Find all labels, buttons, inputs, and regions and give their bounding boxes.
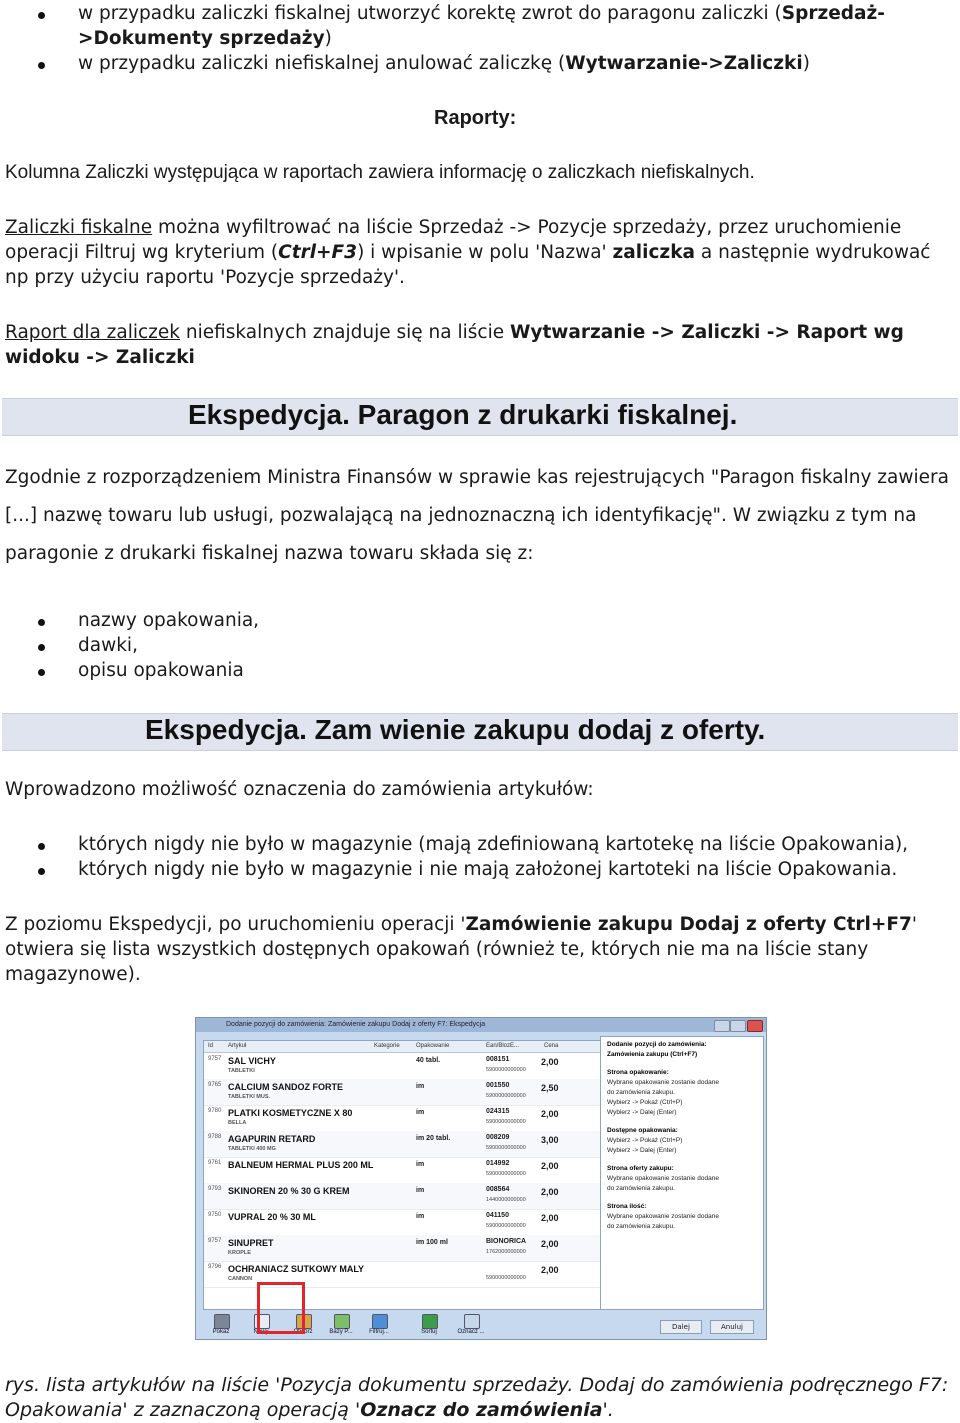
bullet-dot — [38, 843, 45, 850]
section1-line1: Zgodnie z rozporządzeniem Ministra Finansów w sprawie kas rejestrujących "Paragon fiskalny zawiera — [5, 467, 949, 488]
toolbar-label: Filtruj... — [369, 1329, 389, 1335]
cell-sub: TABLETKI 400 MG — [228, 1146, 276, 1152]
cell-name: SINUPRET — [228, 1238, 274, 1248]
section1-line3: paragonie z drukarki fiskalnej nazwa towaru składa się z: — [5, 543, 534, 564]
cell-qty: im — [416, 1161, 425, 1168]
panel-text: Wybierz -> Dalej (Enter) — [607, 1109, 677, 1116]
cell-sub: TABLETKI — [228, 1068, 255, 1074]
panel-text: Strona opakowanie: — [607, 1069, 669, 1076]
grid-header — [204, 1041, 602, 1053]
cell-price: 2,00 — [541, 1265, 559, 1275]
bullet-item-1-cont: >Dokumenty sprzedaży) — [78, 28, 332, 49]
maximize-icon[interactable] — [730, 1020, 746, 1032]
reports-p3-line1: Raport dla zaliczek niefiskalnych znajduje się na liście Wytwarzanie -> Zaliczki -> Raport wg — [5, 322, 904, 343]
cell-name: SKINOREN 20 % 30 G KREM — [228, 1186, 350, 1196]
section-title-zamowienie: Ekspedycja. Zam wienie zakupu dodaj z oferty. — [145, 714, 766, 745]
cell-code: 001550 — [486, 1082, 510, 1089]
section-title-paragon: Ekspedycja. Paragon z drukarki fiskalnej. — [188, 399, 738, 430]
cell-name: SAL VICHY — [228, 1056, 276, 1066]
panel-text: Wybierz -> Dalej (Enter) — [607, 1147, 677, 1154]
panel-text: do zamówienia zakupu. — [607, 1223, 675, 1230]
oznacz-highlight — [257, 1282, 305, 1334]
cell-code2: 1762000000000 — [486, 1249, 526, 1255]
panel-text: do zamówienia zakupu. — [607, 1185, 675, 1192]
cell-sub: KROPLE — [228, 1250, 251, 1256]
bullet-dot — [38, 644, 45, 651]
cell-id: 9761 — [208, 1160, 222, 1166]
close-icon[interactable] — [747, 1020, 763, 1032]
minimize-icon[interactable] — [714, 1020, 730, 1032]
cell-code: 014992 — [486, 1160, 510, 1167]
link-raport-dla-zaliczek[interactable]: Raport dla zaliczek — [5, 322, 180, 343]
bullet-dot — [38, 868, 45, 875]
cell-sub: TABLETKI MUS. — [228, 1094, 271, 1100]
cell-code: 008209 — [486, 1134, 510, 1141]
col-header[interactable]: Id — [208, 1043, 214, 1049]
cell-name: AGAPURIN RETARD — [228, 1134, 316, 1144]
cell-name: PLATKI KOSMETYCZNE X 80 — [228, 1108, 353, 1118]
caption-line1: rys. lista artykułów na liście 'Pozycja dokumentu sprzedaży. Dodaj do zamówienia podręcznego F7: — [5, 1374, 949, 1396]
panel-text: Strona oferty zakupu: — [607, 1165, 674, 1172]
cell-code2: 5900000000000 — [486, 1171, 526, 1177]
panel-text: Zamówienia zakupu (Ctrl+F7) — [607, 1051, 698, 1058]
cell-qty: im 20 tabl. — [416, 1135, 451, 1142]
cell-id: 9780 — [208, 1108, 222, 1114]
cell-sub: BELLA — [228, 1120, 247, 1126]
cell-name: OCHRANIACZ SUTKOWY MALY — [228, 1264, 365, 1274]
cell-id: 9757 — [208, 1238, 222, 1244]
toolbar-label: Bazy P... — [329, 1329, 353, 1335]
panel-text: Wybrane opakowanie zostanie dodane — [607, 1213, 719, 1220]
cell-qty: im — [416, 1187, 425, 1194]
bullet-dot — [38, 669, 45, 676]
cell-id: 9788 — [208, 1134, 222, 1140]
toolbar-button[interactable] — [415, 1312, 443, 1338]
list-item: opisu opakowania — [78, 660, 244, 681]
cell-price: 2,00 — [541, 1213, 559, 1223]
cell-qty: im 100 ml — [416, 1239, 448, 1246]
caption-line2: Opakowania' z zaznaczoną operacją 'Oznacz do zamówienia'. — [5, 1399, 614, 1421]
cell-code: 024315 — [486, 1108, 510, 1115]
table-row[interactable] — [204, 1079, 602, 1106]
cell-code2: 1440000000000 — [486, 1197, 526, 1203]
cell-sub: CANNON — [228, 1276, 253, 1282]
toolbar-icon — [422, 1314, 438, 1329]
cell-code: BIONORICA — [486, 1238, 527, 1245]
next-button[interactable]: Dalej — [660, 1320, 702, 1334]
panel-text: Wybrane opakowanie zostanie dodane — [607, 1175, 719, 1182]
toolbar-label: Otwórz — [293, 1329, 313, 1335]
table-row[interactable] — [204, 1105, 602, 1132]
table-row[interactable] — [204, 1131, 602, 1158]
reports-p2-line2: operacji Filtruj wg kryterium (Ctrl+F3) i wpisanie w polu 'Nazwa' zaliczka a następnie wydrukować — [5, 242, 931, 263]
toolbar-button[interactable] — [207, 1312, 235, 1338]
reports-p2-line1: Zaliczki fiskalne można wyfiltrować na liście Sprzedaż -> Pozycje sprzedaży, przez uruchomienie — [5, 217, 902, 238]
cell-code2: 5900000000000 — [486, 1275, 526, 1281]
table-row[interactable] — [204, 1209, 602, 1236]
cell-id: 9750 — [208, 1212, 222, 1218]
panel-text: Strona ilość: — [607, 1203, 647, 1210]
bullet-item-1: w przypadku zaliczki fiskalnej utworzyć korektę zwrot do paragonu zaliczki (Sprzedaż- — [78, 3, 885, 24]
col-header[interactable]: Artykuł — [228, 1043, 247, 1049]
cell-qty: im — [416, 1083, 425, 1090]
section2-p-line3: magazynowe). — [5, 964, 141, 985]
table-row[interactable] — [204, 1235, 602, 1262]
panel-text: Wybierz -> Pokaż (Ctrl+P) — [607, 1099, 683, 1106]
list-item: nazwy opakowania, — [78, 610, 260, 631]
cell-code2: 5900000000000 — [486, 1223, 526, 1229]
toolbar-button[interactable] — [365, 1312, 393, 1338]
toolbar-label: Oznacz ... — [457, 1329, 485, 1335]
toolbar-label: Nowy — [253, 1329, 269, 1335]
reports-p1: Kolumna Zaliczki występująca w raportach zawiera informację o zaliczkach niefiskalnych. — [5, 162, 755, 183]
cell-id: 9765 — [208, 1082, 222, 1088]
table-row[interactable] — [204, 1053, 602, 1080]
toolbar-button[interactable] — [457, 1312, 485, 1338]
link-zaliczki-fiskalne[interactable]: Zaliczki fiskalne — [5, 217, 153, 238]
reports-p2-line3: np przy użyciu raportu 'Pozycje sprzedaży'. — [5, 267, 405, 288]
bullet-dot — [38, 62, 45, 69]
cell-price: 2,00 — [541, 1057, 559, 1067]
toolbar-label: Sortuj — [421, 1329, 437, 1335]
toolbar-button[interactable] — [327, 1312, 355, 1338]
help-side-panel — [600, 1036, 764, 1310]
cell-price: 2,00 — [541, 1239, 559, 1249]
panel-text: Dostępne opakowania: — [607, 1127, 678, 1134]
panel-text: Dodanie pozycji do zamówienia: — [607, 1041, 707, 1048]
bottom-toolbar — [203, 1312, 503, 1338]
cell-price: 3,00 — [541, 1135, 559, 1145]
cell-code2: 5900000000000 — [486, 1119, 526, 1125]
reports-p3-line2: widoku -> Zaliczki — [5, 347, 195, 368]
cell-qty: 40 tabl. — [416, 1057, 441, 1064]
cell-qty: im — [416, 1213, 425, 1220]
col-header[interactable]: Ean/BlozE... — [486, 1043, 520, 1049]
reports-heading: Raporty: — [434, 107, 517, 129]
section1-line2: [...] nazwę towaru lub usługi, pozwalającą na jednoznaczną ich identyfikację". W związku z tym na — [5, 505, 917, 526]
cell-id: 9796 — [208, 1264, 222, 1270]
articles-grid — [203, 1040, 603, 1310]
cell-code2: 5900000000000 — [486, 1093, 526, 1099]
toolbar-icon — [464, 1314, 480, 1329]
list-item: których nigdy nie było w magazynie i nie mają założonej kartoteki na liście Opakowania. — [78, 859, 898, 880]
toolbar-icon — [214, 1314, 230, 1329]
list-item: których nigdy nie było w magazynie (mają zdefiniowaną kartotekę na liście Opakowania), — [78, 834, 909, 855]
list-item: dawki, — [78, 635, 138, 656]
col-header[interactable]: Cena — [544, 1043, 559, 1049]
bullet-dot — [38, 619, 45, 626]
col-header[interactable]: Opakowanie — [416, 1043, 450, 1049]
cell-id: 9793 — [208, 1186, 222, 1192]
cell-code: 041150 — [486, 1212, 509, 1219]
toolbar-icon — [372, 1314, 388, 1329]
cell-name: BALNEUM HERMAL PLUS 200 ML — [228, 1160, 374, 1170]
cancel-button[interactable]: Anuluj — [710, 1320, 754, 1334]
cell-code2: 5900000000000 — [486, 1145, 526, 1151]
panel-text: do zamówienia zakupu. — [607, 1089, 675, 1096]
cell-price: 2,00 — [541, 1187, 559, 1197]
cell-price: 2,00 — [541, 1161, 559, 1171]
cell-code: 008564 — [486, 1186, 510, 1193]
cell-qty: im — [416, 1109, 425, 1116]
toolbar-label: Pokaż — [212, 1329, 230, 1335]
cell-price: 2,00 — [541, 1109, 559, 1119]
toolbar-icon — [334, 1314, 350, 1329]
col-header[interactable]: Kategorie — [374, 1043, 400, 1049]
section2-p-line2: otwiera się lista wszystkich dostępnych opakowań (również te, których nie ma na liście stany — [5, 939, 869, 960]
cell-code: 008151 — [486, 1056, 510, 1063]
window-title: Dodanie pozycji do zamówienia: Zamówienie zakupu Dodaj z oferty F7: Ekspedycja — [196, 1018, 766, 1032]
panel-text: Wybierz -> Pokaż (Ctrl+P) — [607, 1137, 683, 1144]
cell-name: VUPRAL 20 % 30 ML — [228, 1212, 316, 1222]
table-row[interactable] — [204, 1183, 602, 1210]
section2-intro: Wprowadzono możliwość oznaczenia do zamówienia artykułów: — [5, 779, 594, 800]
bullet-item-2: w przypadku zaliczki niefiskalnej anulować zaliczkę (Wytwarzanie->Zaliczki) — [78, 53, 810, 74]
section2-p-line1: Z poziomu Ekspedycji, po uruchomieniu operacji 'Zamówienie zakupu Dodaj z oferty Ctrl+F7' — [5, 914, 918, 935]
table-row[interactable] — [204, 1157, 602, 1184]
cell-name: CALCIUM SANDOZ FORTE — [228, 1082, 343, 1092]
cell-id: 9757 — [208, 1056, 222, 1062]
cell-code2: 5900000000000 — [486, 1067, 526, 1073]
cell-price: 2,50 — [541, 1083, 559, 1093]
panel-text: Wybrane opakowanie zostanie dodane — [607, 1079, 719, 1086]
bullet-dot — [38, 12, 45, 19]
